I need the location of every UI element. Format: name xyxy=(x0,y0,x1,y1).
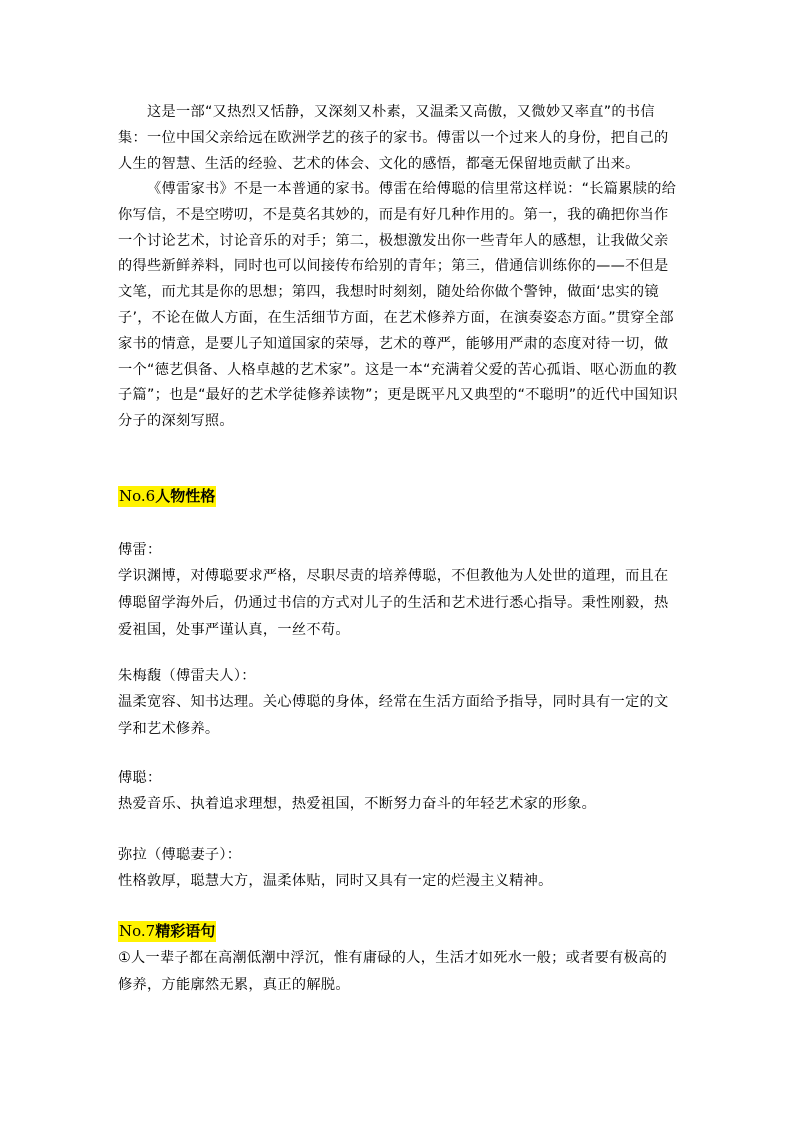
character-name: 傅雷： xyxy=(118,542,162,558)
character-description: 温柔宽容、知书达理。关心傅聪的身体，经常在生活方面给予指导，同时具有一定的文学和艺术修养。 xyxy=(118,694,669,737)
heading-highlight xyxy=(118,486,216,507)
section-number: No.7 xyxy=(119,922,156,940)
section-number: No.6 xyxy=(119,487,156,505)
quote-item: ①人一辈子都在高潮低潮中浮沉，惟有庸碌的人，生活才如死水一般；或者要有极高的修养，方能廓然无累，真正的解脱。 xyxy=(118,950,668,993)
character-name: 弥拉（傅聪妻子）： xyxy=(118,847,242,863)
character-name: 傅聪： xyxy=(118,770,162,786)
section-6-heading xyxy=(118,486,216,506)
character-description: 性格敦厚，聪慧大方，温柔体贴，同时又具有一定的烂漫主义精神。 xyxy=(118,873,553,889)
intro-paragraph-1: 这是一部“又热烈又恬静，又深刻又朴素，又温柔又高傲，又微妙又率直”的书信集：一位中国父亲给远在欧洲学艺的孩子的家书。傅雷以一个过来人的身份，把自己的人生的智慧、生活的经验、艺术的体会、文化的感悟，都毫无保留地贡献了出来。 xyxy=(118,104,669,172)
character-description: 热爱音乐、执着追求理想，热爱祖国，不断努力奋斗的年轻艺术家的形象。 xyxy=(118,796,597,812)
heading-highlight xyxy=(118,921,216,942)
section-title: 精彩语句 xyxy=(155,922,216,940)
intro-paragraph-2: 《傅雷家书》不是一本普通的家书。傅雷在给傅聪的信里常这样说：“长篇累牍的给你写信，不是空唠叨，不是莫名其妙的，而是有好几种作用的。第一，我的确把你当作一个讨论艺术，讨论音乐的对手；第二，极想激发出你一些青年人的感想，让我做父亲的得些新鲜养料，同时也可以间接传布给别的青年；第三，借通信训练你的——不但是文笔，而尤其是你的思想；第四，我想时时刻刻，随处给你做个警钟，做面‘忠实的镜子’，不论在做人方面，在生活细节方面，在艺术修养方面，在演奏姿态方面。”贯穿全部家书的情意，是要儿子知道国家的荣辱，艺术的尊严，能够用严肃的态度对待一切，做一个“德艺俱备、人格卓越的艺术家”。这是一本“充满着父爱的苦心孤诣、呕心沥血的教子篇”；也是“最好的艺术学徒修养读物”；更是既平凡又典型的“不聪明”的近代中国知识分子的深刻写照。 xyxy=(118,181,678,430)
character-name: 朱梅馥（傅雷夫人）： xyxy=(118,668,256,684)
section-title: 人物性格 xyxy=(155,487,216,505)
character-description: 学识渊博，对傅聪要求严格，尽职尽责的培养傅聪，不但教他为人处世的道理，而且在傅聪留学海外后，仍通过书信的方式对儿子的生活和艺术进行悉心指导。秉性刚毅，热爱祖国，处事严谨认真，一丝不苟。 xyxy=(118,568,669,638)
section-7-heading xyxy=(118,921,216,941)
